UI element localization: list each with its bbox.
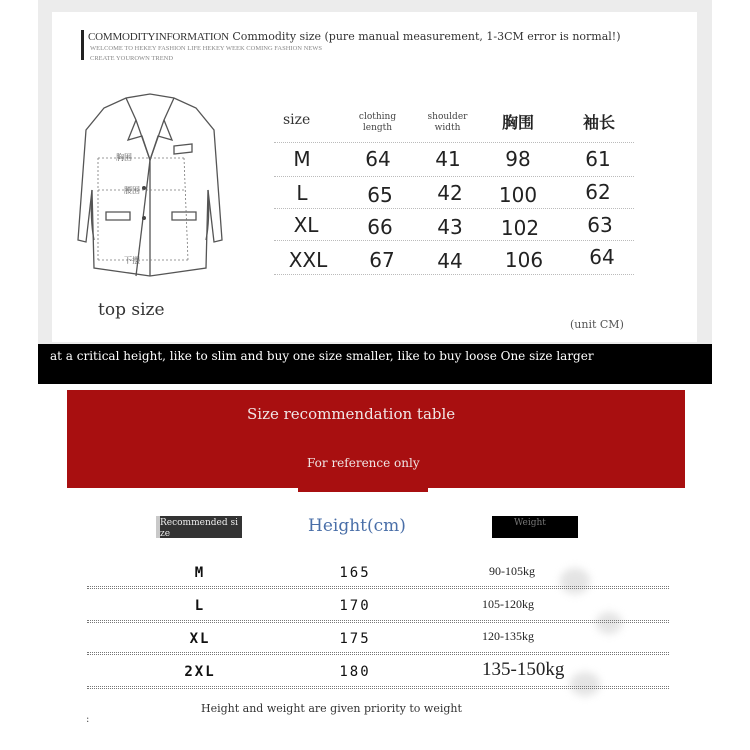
size-table-head-size: size	[283, 112, 311, 128]
rec-size-cell: L	[194, 598, 206, 614]
rec-weight-cell: 90-105kg	[489, 564, 535, 578]
shoulder-cell: 43	[437, 215, 463, 239]
rec-weight-cell: 105-120kg	[482, 597, 534, 611]
length-cell: 66	[367, 215, 393, 239]
length-cell: 65	[367, 183, 393, 207]
rec-row-divider	[87, 652, 669, 655]
rec-row-divider	[87, 586, 669, 589]
size-cell: M	[293, 147, 311, 171]
shoulder-cell: 42	[437, 181, 463, 205]
chest-cell: 106	[504, 248, 544, 272]
rec-height-cell: 170	[339, 598, 371, 614]
header-title-rest: Commodity size (pure manual measurement, 1-3CM error is normal!)	[228, 30, 621, 43]
jacket-label-waist: 腰围	[124, 186, 140, 195]
col-size-label: Recommended size	[160, 518, 238, 538]
rec-height-cell: 180	[339, 664, 371, 680]
header-accent-bar	[81, 30, 84, 60]
col-height-label: Height(cm)	[308, 516, 406, 536]
unit-label: (unit CM)	[570, 318, 624, 331]
sleeve-cell: 63	[587, 213, 613, 237]
size-table-divider	[274, 274, 634, 275]
jacket-illustration	[76, 90, 224, 280]
head-length-line2: length	[362, 123, 393, 133]
size-cell: XL	[293, 213, 319, 237]
smudge-mark	[570, 672, 600, 696]
rec-row-divider	[87, 686, 669, 689]
sleeve-cell: 61	[585, 147, 611, 171]
size-table-divider	[274, 142, 634, 143]
recommendation-title: Size recommendation table	[247, 405, 456, 423]
header-subtitle-1: WELCOME TO HEKEY FASHION LIFE HEKEY WEEK COMING FASHION NEWS	[90, 45, 323, 52]
shoulder-cell: 41	[435, 147, 461, 171]
rec-height-cell: 175	[339, 631, 371, 647]
head-length-line1: clothing	[358, 112, 397, 122]
head-shoulder-line1: shoulder	[427, 112, 468, 122]
rec-weight-cell: 135-150kg	[482, 659, 565, 680]
size-table-head-length	[350, 112, 405, 134]
rec-height-cell: 165	[339, 565, 371, 581]
shoulder-cell: 44	[437, 249, 463, 273]
size-cell: XXL	[288, 248, 328, 272]
rec-size-cell: M	[194, 565, 206, 581]
footer-note: Height and weight are given priority to weight	[201, 702, 462, 715]
size-table-head-shoulder	[420, 112, 475, 134]
smudge-mark	[596, 612, 622, 634]
rec-size-cell: XL	[189, 631, 211, 647]
footer-colon: :	[86, 714, 90, 725]
header-title-prefix: COMMODITYINFORMATION	[88, 31, 229, 43]
rec-row-divider	[87, 620, 669, 623]
length-cell: 67	[369, 248, 395, 272]
jacket-label-chest: 胸围	[116, 153, 132, 162]
notice-text: at a critical height, like to slim and buy one size smaller, like to buy loose One size larger	[50, 349, 594, 363]
size-table-head-chest: 胸围	[502, 113, 535, 132]
head-shoulder-line2: width	[434, 123, 461, 133]
sleeve-cell: 64	[589, 245, 615, 269]
size-table-divider	[274, 208, 634, 209]
header-title	[88, 30, 621, 43]
size-table-head-sleeve: 袖长	[583, 113, 616, 132]
col-weight-label: Weight	[514, 518, 546, 528]
reference-text: For reference only	[307, 456, 420, 470]
rec-weight-cell: 120-135kg	[482, 629, 534, 643]
header-subtitle-2: CREATE YOUROWN TREND	[90, 55, 174, 62]
chest-cell: 100	[498, 183, 538, 207]
sleeve-cell: 62	[585, 180, 611, 204]
jacket-label-hem: 下摆	[124, 256, 140, 265]
chest-cell: 98	[505, 147, 531, 171]
size-cell: L	[296, 181, 308, 205]
smudge-mark	[560, 568, 590, 594]
chest-cell: 102	[500, 216, 540, 240]
length-cell: 64	[365, 147, 391, 171]
size-table-divider	[274, 240, 634, 241]
top-size-label: top size	[98, 300, 165, 320]
size-table-divider	[274, 176, 634, 177]
rec-size-cell: 2XL	[184, 664, 216, 680]
